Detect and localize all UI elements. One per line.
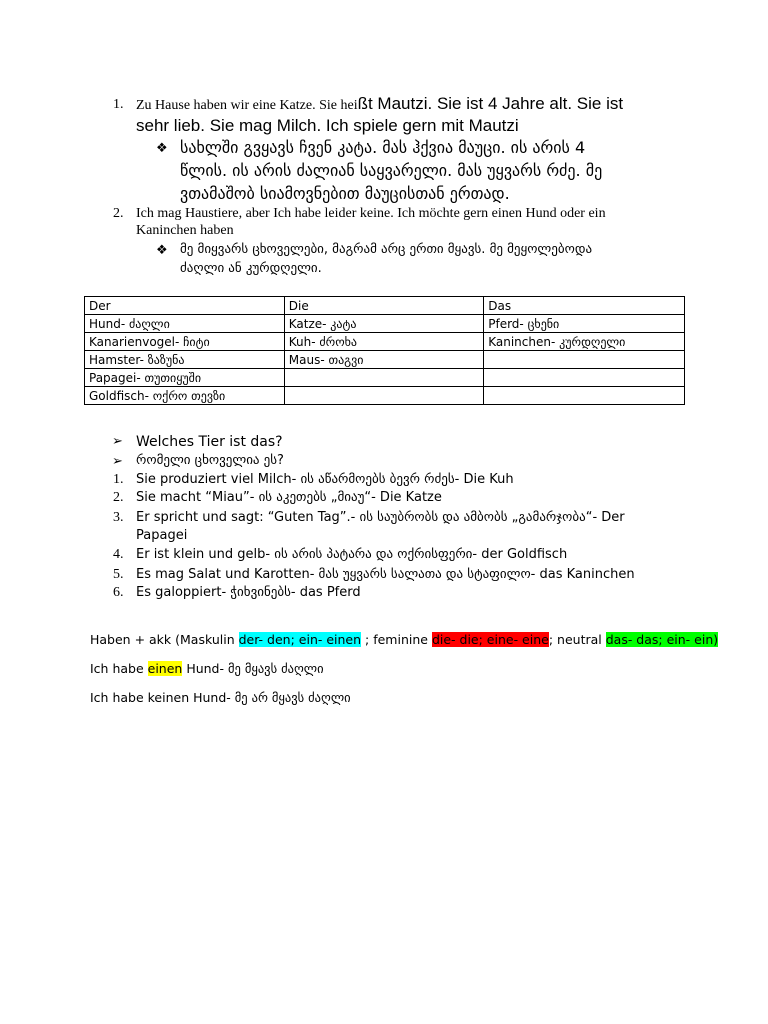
item-2-translation-line: მე მიყვარს ცხოველები, მაგრამ არც ერთი მყავს. მე მეყოლებოდა: [180, 242, 593, 257]
table-row: [85, 333, 685, 351]
table-cell: [484, 369, 685, 387]
quiz-item: Es mag Salat und Karotten- მას უყვარს სალათა და სტაფილო- das Kaninchen: [136, 567, 635, 582]
table-cell: Papagei- თუთიყუში: [85, 369, 285, 387]
grammar-rule-line: [90, 632, 718, 647]
table-cell: Pferd- ცხენი: [484, 315, 685, 333]
item-1-translation-line: ვთამაშობ სიამოვნებით მაუცისთან ერთად.: [180, 184, 510, 203]
diamond-bullet-icon: ❖: [156, 243, 168, 258]
item-1-line-2: sehr lieb. Sie mag Milch. Ich spiele gern mit Mautzi: [136, 116, 519, 135]
example-prefix: Ich habe: [90, 661, 148, 676]
feminine-highlight: die- die; eine- eine: [431, 632, 549, 647]
table-row: [85, 387, 685, 405]
quiz-heading: Welches Tier ist das?: [136, 434, 283, 450]
table-cell: [284, 387, 483, 405]
table-header-cell: Die: [284, 297, 483, 315]
item-1-translation-line: სახლში გვყავს ჩვენ კატა. მას ჰქვია მაუცი. ის არის 4: [180, 138, 586, 157]
table-row: [85, 351, 685, 369]
item-1-line-1: [136, 94, 623, 114]
grammar-example-line: Ich habe keinen Hund- მე არ მყავს ძაღლი: [90, 690, 351, 705]
table-cell: Kaninchen- კურდღელი: [484, 333, 685, 351]
quiz-item: Er spricht und sagt: “Guten Tag”.- ის საუბრობს და ამბობს „გამარჯობა“- Der: [136, 510, 625, 525]
einen-highlight: einen: [147, 661, 183, 676]
table-header-cell: Das: [484, 297, 685, 315]
item-2-line-2: Kaninchen haben: [136, 223, 234, 238]
quiz-heading: რომელი ცხოველია ეს?: [136, 453, 284, 468]
table-header-row: [85, 297, 685, 315]
grammar-separator: ; neutral: [548, 632, 606, 647]
grammar-prefix: Haben + akk (Maskulin: [90, 632, 239, 647]
item-2-line-1: Ich mag Haustiere, aber Ich habe leider keine. Ich möchte gern einen Hund oder ein: [136, 206, 606, 221]
list-number: 6.: [113, 585, 124, 600]
diamond-bullet-icon: ❖: [156, 141, 168, 156]
table-cell: [284, 369, 483, 387]
table-cell: Kanarienvogel- ჩიტი: [85, 333, 285, 351]
list-number: 1.: [113, 472, 124, 487]
vocabulary-table: [84, 296, 685, 405]
quiz-item: Sie produziert viel Milch- ის აწარმოებს ბევრ რძეს- Die Kuh: [136, 472, 514, 487]
table-cell: Hund- ძაღლი: [85, 315, 285, 333]
quiz-item-continuation: Papagei: [136, 528, 188, 543]
item-1-text-serif: Zu Hause haben wir eine Katze. Sie hei: [136, 98, 358, 113]
arrow-bullet-icon: ➢: [112, 434, 123, 449]
quiz-item: Es galoppiert- ჭიხვინებს- das Pferd: [136, 585, 361, 600]
arrow-bullet-icon: ➢: [112, 454, 123, 469]
example-suffix: Hund- მე მყავს ძაღლი: [182, 661, 324, 676]
list-number: 3.: [113, 510, 124, 525]
neutral-highlight: das- das; ein- ein): [605, 632, 719, 647]
item-2-translation-line: ძაღლი ან კურდღელი.: [180, 261, 322, 276]
table-cell: Hamster- ზაზუნა: [85, 351, 285, 369]
list-number: 2.: [113, 206, 124, 221]
table-cell: Kuh- ძროხა: [284, 333, 483, 351]
table-cell: [484, 387, 685, 405]
table-cell: Maus- თაგვი: [284, 351, 483, 369]
item-1-translation-line: წლის. ის არის ძალიან საყვარელი. მას უყვარს რძე. მე: [180, 161, 603, 180]
list-number: 1.: [113, 97, 124, 112]
quiz-item: Er ist klein und gelb- ის არის პატარა და ოქრისფერი- der Goldfisch: [136, 547, 568, 562]
grammar-example-line: [90, 661, 324, 676]
quiz-item: Sie macht “Miau”- ის აკეთებს „მიაუ“- Die Katze: [136, 490, 442, 505]
list-number: 5.: [113, 567, 124, 582]
item-1-text-sans: ßt Mautzi. Sie ist 4 Jahre alt. Sie ist: [357, 94, 624, 113]
table-row: [85, 315, 685, 333]
list-number: 4.: [113, 547, 124, 562]
grammar-separator: ; feminine: [361, 632, 432, 647]
table-row: [85, 369, 685, 387]
table-cell: Goldfisch- ოქრო თევზი: [85, 387, 285, 405]
table-header-cell: Der: [85, 297, 285, 315]
table-cell: Katze- კატა: [284, 315, 483, 333]
masculine-highlight: der- den; ein- einen: [238, 632, 362, 647]
list-number: 2.: [113, 490, 124, 505]
table-cell: [484, 351, 685, 369]
